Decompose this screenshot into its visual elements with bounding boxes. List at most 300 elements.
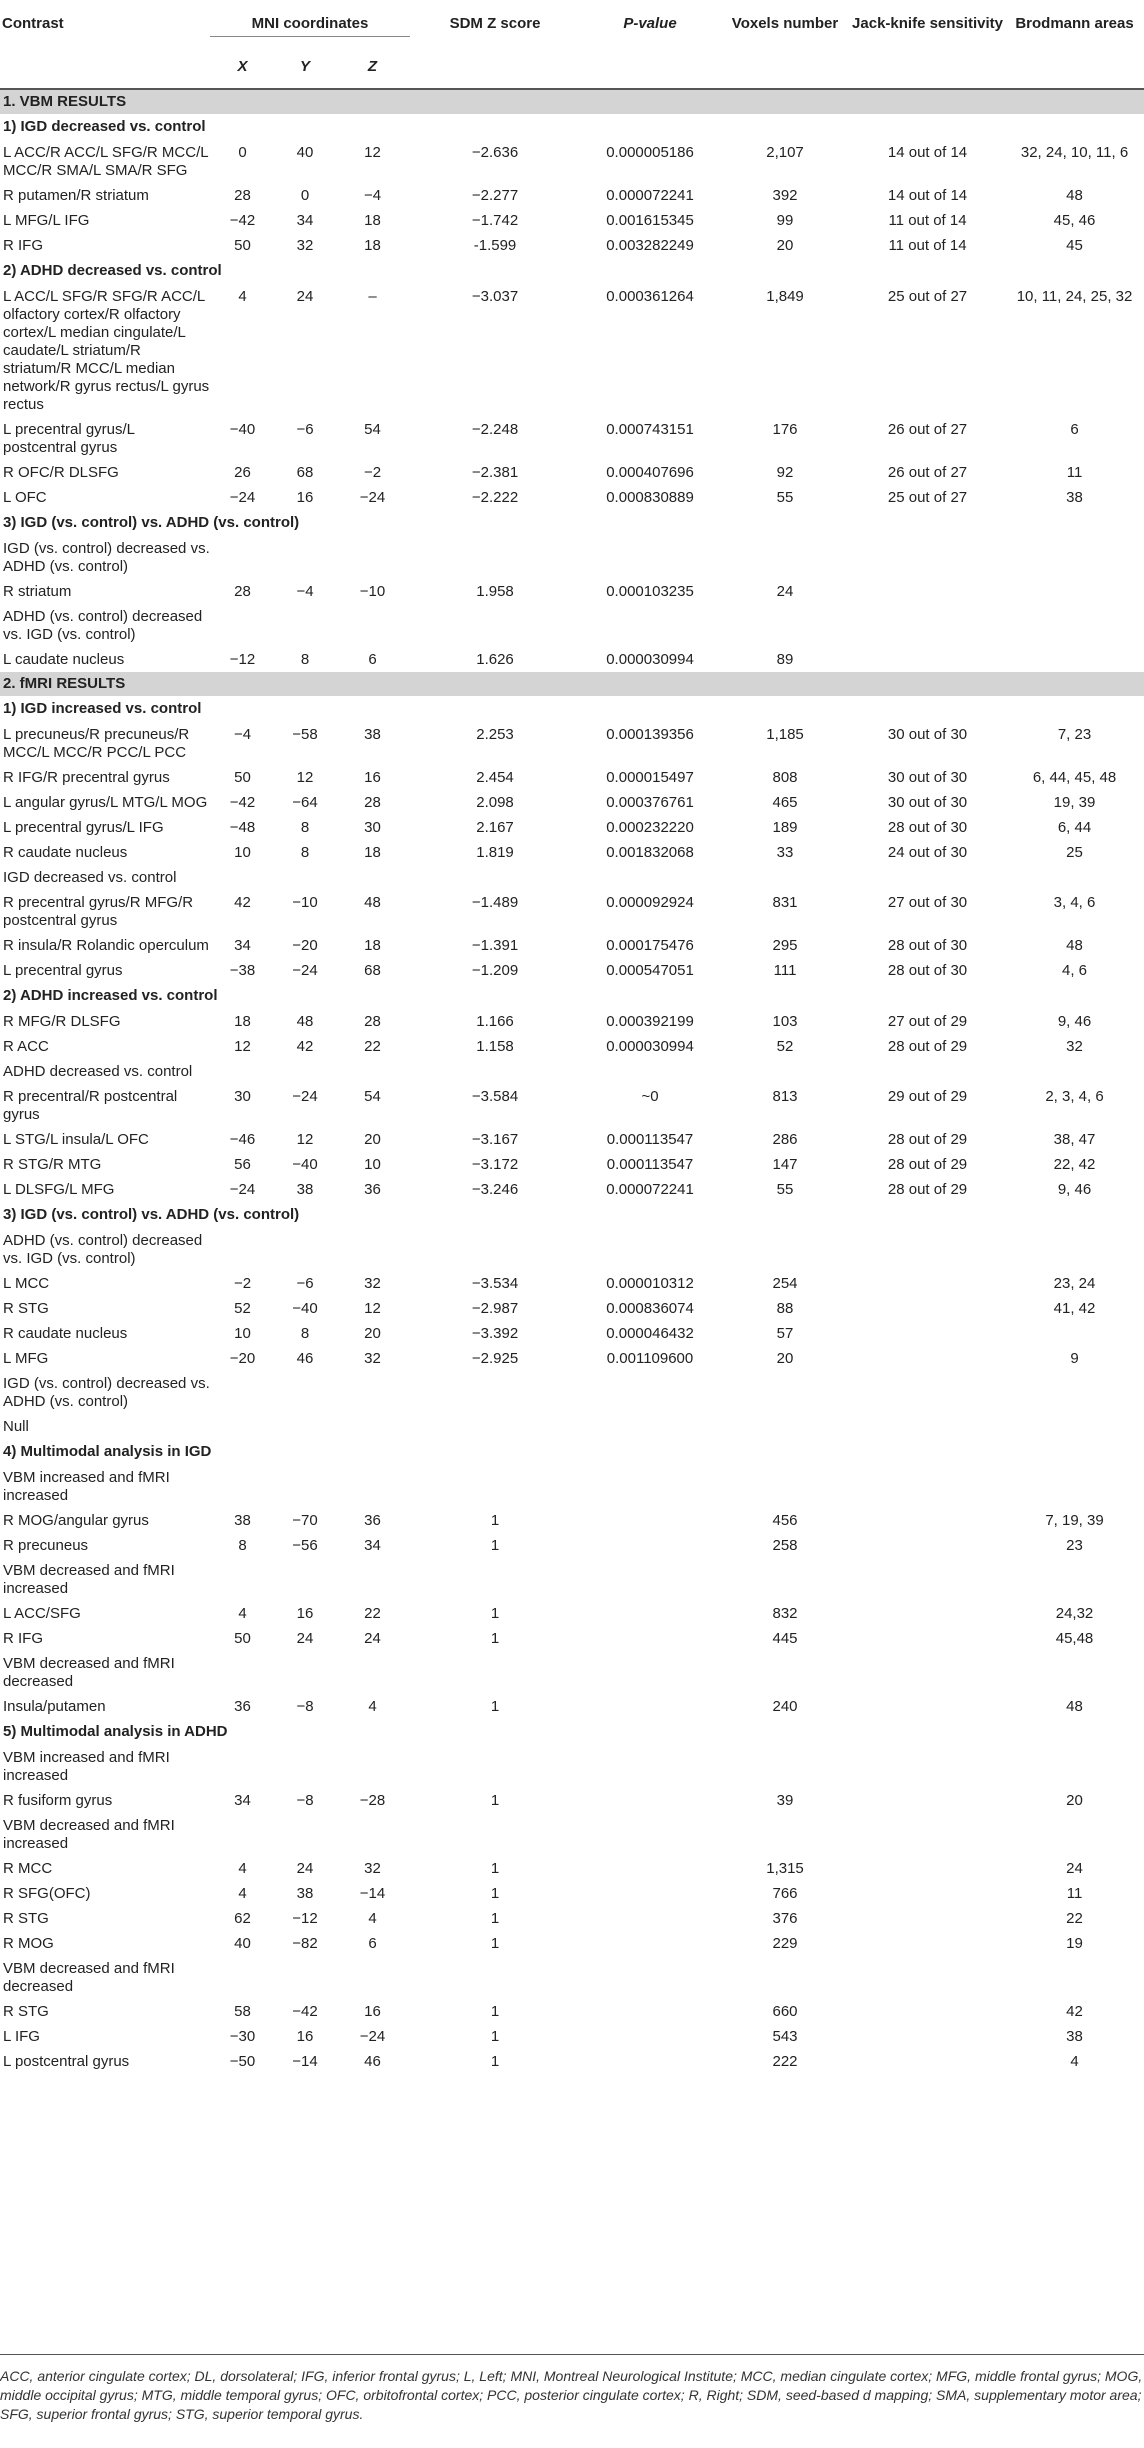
z-cell: −28 [359, 1792, 386, 1809]
y-cell: −14 [292, 2053, 318, 2070]
p-cell: 0.000046432 [606, 1325, 694, 1342]
vox-cell: 20 [776, 237, 794, 254]
group-label-row [0, 536, 1144, 579]
z-cell: 36 [364, 1181, 381, 1198]
vox-cell: 147 [772, 1156, 798, 1173]
jk-cell [850, 1601, 1005, 1626]
group-label: ADHD decreased vs. control [3, 1063, 193, 1080]
x-cell: 40 [234, 1935, 251, 1952]
header-mni [210, 0, 410, 51]
region-cell: R IFG [3, 237, 43, 254]
sdm-cell: 1 [490, 1885, 500, 1902]
y-cell: −8 [296, 1698, 314, 1715]
x-cell: −12 [229, 651, 256, 668]
subsection-row [0, 1439, 1144, 1465]
sdm-cell: −3.392 [471, 1325, 519, 1342]
x-cell: 10 [234, 1325, 251, 1342]
x-cell: 10 [234, 844, 251, 861]
x-cell: 0 [238, 144, 247, 161]
subsection-row [0, 1719, 1144, 1745]
sdm-cell: −2.636 [471, 144, 519, 161]
y-cell: −24 [292, 1088, 318, 1105]
sdm-cell: 1.166 [476, 1013, 514, 1030]
region-cell: L MCC [3, 1275, 50, 1292]
y-cell: −20 [292, 937, 318, 954]
ba-cell: 11 [1066, 464, 1083, 481]
ba-cell: 3, 4, 6 [1053, 894, 1096, 911]
p-cell: 0.001832068 [606, 844, 694, 861]
group-label-row [0, 1651, 1144, 1694]
jk-cell [850, 1881, 1005, 1906]
region-cell: R striatum [3, 583, 72, 600]
ba-cell: 9 [1070, 1350, 1079, 1367]
table-row [0, 140, 1144, 183]
x-cell: 4 [238, 288, 247, 305]
ba-cell: 20 [1066, 1792, 1083, 1809]
sdm-cell: 1 [490, 2053, 500, 2070]
group-label: VBM decreased and fMRI decreased [3, 1960, 175, 1995]
p-cell [580, 1881, 720, 1906]
table-row [0, 2049, 1144, 2074]
region-cell: L ACC/L SFG/R SFG/R ACC/L olfactory cortex/R olfactory cortex/L median cingulate/L caudate/L striatum/R striatum/R MCC/L median network/R gyrus rectus/L gyrus rectus [3, 288, 210, 413]
vox-cell: 222 [772, 2053, 798, 2070]
header-y: Y [299, 58, 310, 75]
table-row [0, 1999, 1144, 2024]
z-cell: 12 [364, 144, 381, 161]
header-voxels: Voxels number [731, 15, 839, 32]
subsection-row [0, 510, 1144, 536]
z-cell: 54 [364, 1088, 381, 1105]
y-cell: 40 [296, 144, 314, 161]
region-cell: L postcentral gyrus [3, 2053, 130, 2070]
sdm-cell: −3.534 [471, 1275, 519, 1292]
vox-cell: 456 [772, 1512, 798, 1529]
region-cell: R IFG [3, 1630, 43, 1647]
sdm-cell: -1.599 [473, 237, 517, 254]
y-cell: 16 [296, 2028, 314, 2045]
x-cell: 4 [238, 1860, 247, 1877]
vox-cell: 808 [772, 769, 798, 786]
region-cell: R MFG/R DLSFG [3, 1013, 121, 1030]
y-cell: −10 [292, 894, 318, 911]
group-label: ADHD (vs. control) decreased vs. IGD (vs. control) [3, 608, 203, 643]
sdm-cell: −3.167 [471, 1131, 519, 1148]
p-cell: 0.001615345 [606, 212, 694, 229]
sdm-cell: 1 [490, 2003, 500, 2020]
table-row [0, 1601, 1144, 1626]
region-cell: L precentral gyrus [3, 962, 123, 979]
ba-cell: 48 [1066, 937, 1083, 954]
vox-cell: 295 [772, 937, 798, 954]
sdm-cell: 1 [490, 1910, 500, 1927]
jk-cell: 28 out of 29 [887, 1038, 968, 1055]
p-cell: 0.000010312 [606, 1275, 694, 1292]
vox-cell: 33 [776, 844, 794, 861]
ba-cell: 45, 46 [1053, 212, 1096, 229]
ba-cell: 42 [1066, 2003, 1083, 2020]
section-row [0, 89, 1144, 114]
y-cell: 8 [300, 844, 310, 861]
header-mni-label: MNI coordinates [210, 15, 410, 37]
z-cell: 16 [364, 769, 381, 786]
region-cell: L precentral gyrus/L IFG [3, 819, 164, 836]
subsection-row [0, 114, 1144, 140]
y-cell: −8 [296, 1792, 314, 1809]
ba-cell: 6, 44 [1057, 819, 1092, 836]
jk-cell: 28 out of 30 [887, 819, 968, 836]
z-cell: 6 [368, 651, 377, 668]
region-cell: R precuneus [3, 1537, 89, 1554]
z-cell: 38 [364, 726, 381, 743]
table-row [0, 1856, 1144, 1881]
sdm-cell: −3.246 [471, 1181, 519, 1198]
p-cell: 0.000139356 [606, 726, 694, 743]
group-label: VBM decreased and fMRI increased [3, 1817, 175, 1852]
jk-cell [850, 1321, 1005, 1346]
p-cell: 0.000830889 [606, 489, 694, 506]
x-cell: 12 [234, 1038, 251, 1055]
jk-cell: 28 out of 30 [887, 962, 968, 979]
ba-cell: 4 [1070, 2053, 1079, 2070]
z-cell: 4 [368, 1910, 377, 1927]
subsection-label: 1) IGD decreased vs. control [3, 118, 206, 135]
x-cell: 4 [238, 1885, 247, 1902]
x-cell: 38 [234, 1512, 251, 1529]
jk-cell [850, 1296, 1005, 1321]
subsection-label: 3) IGD (vs. control) vs. ADHD (vs. control) [3, 1206, 300, 1223]
x-cell: −46 [229, 1131, 256, 1148]
sdm-cell: 1 [490, 1537, 500, 1554]
vox-cell: 57 [776, 1325, 794, 1342]
y-cell: −24 [292, 962, 318, 979]
jk-cell [850, 1271, 1005, 1296]
ba-cell: 4, 6 [1062, 962, 1088, 979]
p-cell: 0.000376761 [606, 794, 694, 811]
ba-cell: 24 [1066, 1860, 1083, 1877]
ba-cell: 23 [1066, 1537, 1083, 1554]
sdm-cell: 2.454 [476, 769, 514, 786]
jk-cell [850, 1931, 1005, 1956]
group-label: IGD (vs. control) decreased vs. ADHD (vs. control) [3, 540, 210, 575]
z-cell: 34 [364, 1537, 381, 1554]
table-body [0, 89, 1144, 2074]
y-cell: 24 [296, 1860, 314, 1877]
jk-cell: 28 out of 30 [887, 937, 968, 954]
p-cell: 0.000092924 [606, 894, 694, 911]
table-row [0, 840, 1144, 865]
region-cell: R MCC [3, 1860, 53, 1877]
x-cell: 56 [234, 1156, 251, 1173]
jk-cell: 24 out of 30 [887, 844, 968, 861]
ba-cell: 7, 19, 39 [1045, 1512, 1104, 1529]
p-cell: 0.000175476 [606, 937, 694, 954]
region-cell: R precentral/R postcentral gyrus [3, 1088, 178, 1123]
p-cell: 0.000547051 [606, 962, 694, 979]
vox-cell: 376 [772, 1910, 798, 1927]
table-row [0, 1788, 1144, 1813]
sdm-cell: 1.626 [476, 651, 514, 668]
ba-cell: 48 [1066, 187, 1083, 204]
jk-cell [850, 1533, 1005, 1558]
p-cell: 0.000361264 [606, 288, 694, 305]
vox-cell: 103 [772, 1013, 798, 1030]
region-cell: L angular gyrus/L MTG/L MOG [3, 794, 208, 811]
z-cell: 10 [364, 1156, 381, 1173]
ba-cell [1005, 647, 1144, 672]
p-cell: 0.000015497 [606, 769, 694, 786]
table-row [0, 1881, 1144, 1906]
table-row [0, 1127, 1144, 1152]
x-cell: 52 [234, 1300, 251, 1317]
table-row [0, 417, 1144, 460]
sdm-cell: 1.158 [476, 1038, 514, 1055]
region-cell: L MFG [3, 1350, 49, 1367]
sdm-cell: −2.381 [471, 464, 519, 481]
p-cell: 0.000005186 [606, 144, 694, 161]
x-cell: −4 [233, 726, 252, 743]
table-row [0, 890, 1144, 933]
x-cell: 50 [234, 769, 251, 786]
x-cell: −20 [229, 1350, 256, 1367]
jk-cell: 14 out of 14 [887, 144, 968, 161]
p-cell: 0.000392199 [606, 1013, 694, 1030]
subsection-label: 2) ADHD decreased vs. control [3, 262, 222, 279]
vox-cell: 258 [772, 1537, 798, 1554]
jk-cell: 11 out of 14 [888, 237, 967, 254]
sdm-cell: 1 [490, 1792, 500, 1809]
sdm-cell: 2.253 [476, 726, 514, 743]
jk-cell: 30 out of 30 [887, 769, 968, 786]
x-cell: −24 [229, 489, 256, 506]
header-brodmann: Brodmann areas [1015, 15, 1134, 32]
y-cell: 16 [296, 489, 314, 506]
group-label: IGD decreased vs. control [3, 869, 177, 886]
sdm-cell: −2.277 [471, 187, 519, 204]
vox-cell: 55 [776, 489, 794, 506]
vox-cell: 465 [772, 794, 798, 811]
y-cell: 24 [296, 288, 314, 305]
y-cell: 12 [296, 769, 314, 786]
jk-cell: 27 out of 29 [887, 1013, 968, 1030]
sdm-cell: −1.391 [471, 937, 519, 954]
ba-cell [1005, 579, 1144, 604]
table-row [0, 1271, 1144, 1296]
ba-cell: 24,32 [1055, 1605, 1094, 1622]
ba-cell: 2, 3, 4, 6 [1045, 1088, 1104, 1105]
y-cell: 0 [300, 187, 310, 204]
table-row [0, 1009, 1144, 1034]
vox-cell: 52 [776, 1038, 794, 1055]
region-cell: R caudate nucleus [3, 844, 128, 861]
p-cell [580, 1626, 720, 1651]
x-cell: 34 [234, 937, 251, 954]
group-label: VBM increased and fMRI increased [3, 1469, 170, 1504]
region-cell: R ACC [3, 1038, 49, 1055]
vox-cell: 39 [776, 1792, 794, 1809]
z-cell: 18 [364, 844, 381, 861]
p-cell: 0.001109600 [606, 1350, 694, 1367]
y-cell: 68 [296, 464, 314, 481]
vox-cell: 392 [772, 187, 798, 204]
p-cell [580, 1931, 720, 1956]
subsection-label: 3) IGD (vs. control) vs. ADHD (vs. control) [3, 514, 300, 531]
table-row [0, 647, 1144, 672]
group-label: Null [3, 1418, 29, 1435]
ba-cell: 38, 47 [1053, 1131, 1096, 1148]
sdm-cell: 1 [490, 1935, 500, 1952]
region-cell: R STG [3, 1910, 49, 1927]
z-cell: 22 [364, 1605, 381, 1622]
region-cell: Insula/putamen [3, 1698, 106, 1715]
y-cell: 12 [296, 1131, 314, 1148]
ba-cell: 38 [1066, 489, 1083, 506]
p-cell [580, 2024, 720, 2049]
z-cell: 20 [364, 1131, 381, 1148]
x-cell: −38 [229, 962, 256, 979]
group-label-row [0, 1465, 1144, 1508]
group-label: VBM increased and fMRI increased [3, 1749, 170, 1784]
group-label-row [0, 1956, 1144, 1999]
region-cell: R OFC/R DLSFG [3, 464, 119, 481]
jk-cell [850, 1346, 1005, 1371]
jk-cell: 28 out of 29 [887, 1131, 968, 1148]
subsection-row [0, 696, 1144, 722]
z-cell: 12 [364, 1300, 381, 1317]
p-cell [580, 2049, 720, 2074]
ba-cell [1005, 1321, 1144, 1346]
p-cell: 0.000232220 [606, 819, 694, 836]
z-cell: 36 [364, 1512, 381, 1529]
region-cell: R insula/R Rolandic operculum [3, 937, 209, 954]
x-cell: 26 [234, 464, 251, 481]
table-row [0, 183, 1144, 208]
table-row [0, 1626, 1144, 1651]
z-cell: 48 [364, 894, 381, 911]
header-p-value: P-value [623, 15, 677, 32]
x-cell: 18 [234, 1013, 251, 1030]
x-cell: −50 [229, 2053, 256, 2070]
jk-cell: 14 out of 14 [887, 187, 968, 204]
y-cell: −70 [292, 1512, 318, 1529]
table-row [0, 1346, 1144, 1371]
x-cell: 42 [234, 894, 251, 911]
ba-cell: 32, 24, 10, 11, 6 [1020, 144, 1129, 161]
group-label-row [0, 604, 1144, 647]
region-cell: R caudate nucleus [3, 1325, 128, 1342]
sdm-cell: 1.958 [476, 583, 514, 600]
jk-cell: 28 out of 29 [887, 1181, 968, 1198]
region-cell: R STG/R MTG [3, 1156, 102, 1173]
p-cell [580, 1694, 720, 1719]
vox-cell: 543 [772, 2028, 798, 2045]
ba-cell: 45 [1066, 237, 1083, 254]
table-row [0, 2024, 1144, 2049]
y-cell: 16 [296, 1605, 314, 1622]
ba-cell: 9, 46 [1057, 1181, 1092, 1198]
y-cell: 24 [296, 1630, 314, 1647]
z-cell: 30 [364, 819, 381, 836]
group-label-row [0, 1745, 1144, 1788]
subsection-label: 2) ADHD increased vs. control [3, 987, 218, 1004]
z-cell: 4 [368, 1698, 377, 1715]
jk-cell: 26 out of 27 [887, 421, 968, 438]
z-cell: 18 [364, 237, 381, 254]
sdm-cell: −3.584 [471, 1088, 519, 1105]
jk-cell [850, 1856, 1005, 1881]
y-cell: 8 [300, 1325, 310, 1342]
region-cell: R MOG/angular gyrus [3, 1512, 149, 1529]
jk-cell: 28 out of 29 [887, 1156, 968, 1173]
group-label: ADHD (vs. control) decreased vs. IGD (vs. control) [3, 1232, 203, 1267]
vox-cell: 813 [772, 1088, 798, 1105]
vox-cell: 1,315 [766, 1860, 804, 1877]
vox-cell: 92 [776, 464, 794, 481]
vox-cell: 88 [776, 1300, 794, 1317]
sdm-cell: −1.742 [471, 212, 519, 229]
p-cell: 0.000072241 [606, 187, 694, 204]
table-row [0, 208, 1144, 233]
region-cell: L IFG [3, 2028, 40, 2045]
jk-cell [850, 1694, 1005, 1719]
y-cell: −6 [296, 421, 314, 438]
z-cell: 28 [364, 1013, 381, 1030]
subsection-label: 4) Multimodal analysis in IGD [3, 1443, 212, 1460]
y-cell: 38 [296, 1181, 314, 1198]
table-row [0, 1931, 1144, 1956]
sdm-cell: −3.037 [471, 288, 519, 305]
table-row [0, 460, 1144, 485]
group-label: VBM decreased and fMRI decreased [3, 1655, 175, 1690]
table-row [0, 933, 1144, 958]
table-footnote: ACC, anterior cingulate cortex; DL, dorsolateral; IFG, inferior frontal gyrus; L, Left; MNI, Montreal Neurological Institute; MCC, median cingulate cortex; MFG, middle frontal gyrus; MOG, middle occipital gyrus; MTG, middle temporal gyrus; OFC, orbitofrontal cortex; PCC, posterior cingulate cortex; R, Right; SDM, seed-based d mapping; SMA, supplementary motor area; SFG, superior frontal gyrus; STG, superior temporal gyrus. [0, 2354, 1144, 2424]
z-cell: −14 [359, 1885, 386, 1902]
z-cell: 18 [364, 937, 381, 954]
table-row [0, 284, 1144, 417]
y-cell: 32 [296, 237, 314, 254]
header-x: X [237, 58, 248, 75]
jk-cell: 29 out of 29 [887, 1088, 968, 1105]
subsection-row [0, 1202, 1144, 1228]
vox-cell: 766 [772, 1885, 798, 1902]
p-cell [580, 1999, 720, 2024]
jk-cell [850, 647, 1005, 672]
vox-cell: 111 [773, 962, 797, 979]
ba-cell: 9, 46 [1057, 1013, 1092, 1030]
jk-cell [850, 1626, 1005, 1651]
jk-cell: 25 out of 27 [887, 489, 968, 506]
ba-cell: 6 [1070, 421, 1079, 438]
sdm-cell: 2.098 [476, 794, 514, 811]
vox-cell: 286 [772, 1131, 798, 1148]
z-cell: 54 [364, 421, 381, 438]
vox-cell: 254 [772, 1275, 798, 1292]
x-cell: 8 [238, 1537, 247, 1554]
y-cell: 34 [296, 212, 314, 229]
y-cell: −40 [292, 1300, 318, 1317]
section-label: 2. fMRI RESULTS [0, 672, 1144, 696]
ba-cell: 10, 11, 24, 25, 32 [1016, 288, 1133, 305]
group-label-row [0, 1228, 1144, 1271]
group-label: IGD (vs. control) decreased vs. ADHD (vs. control) [3, 1375, 210, 1410]
header-jackknife: Jack-knife sensitivity [852, 15, 1003, 32]
table-row [0, 579, 1144, 604]
p-cell: 0.000113547 [606, 1131, 694, 1148]
x-cell: 28 [234, 583, 251, 600]
p-cell [580, 1906, 720, 1931]
group-label-row [0, 1414, 1144, 1439]
region-cell: L OFC [3, 489, 47, 506]
y-cell: 42 [296, 1038, 314, 1055]
